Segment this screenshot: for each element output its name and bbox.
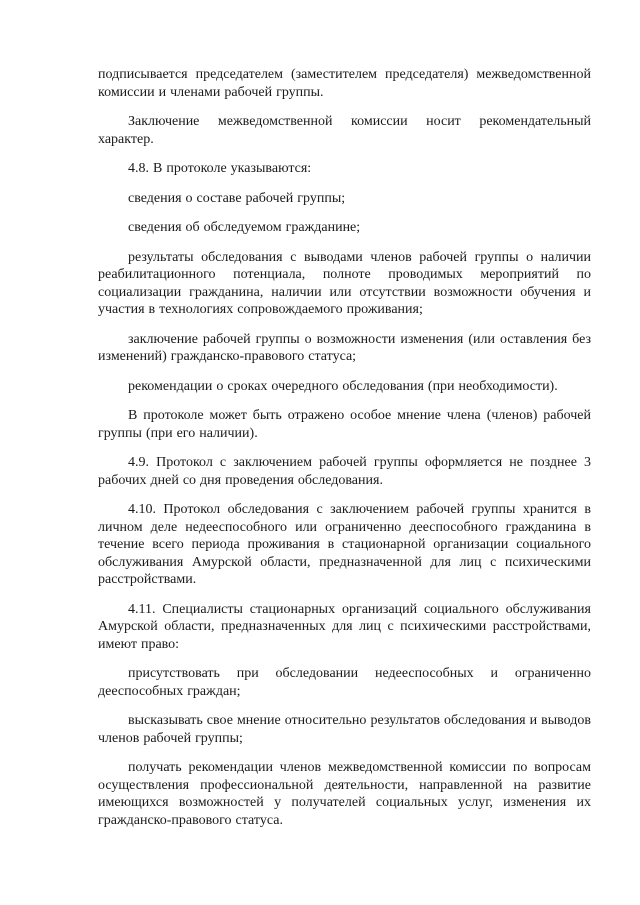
paragraph: подписывается председателем (заместителем председателя) межведомственной комиссии и членами рабочей группы.	[98, 67, 591, 100]
paragraph: результаты обследования с выводами членов рабочей группы о наличии реабилитационного потенциала, полноте проводимых мероприятий по социализации гражданина, наличии или отсутствии возможности обучения и участия в технологиях сопровождаемого проживания;	[98, 249, 591, 317]
paragraph: В протоколе может быть отражено особое мнение члена (членов) рабочей группы (при его наличии).	[98, 408, 591, 441]
paragraph: сведения об обследуемом гражданине;	[128, 220, 361, 235]
paragraph: 4.11. Специалисты стационарных организаций социального обслуживания Амурской области, предназначенных для лиц с психическими расстройствами, имеют право:	[98, 601, 591, 652]
paragraph: сведения о составе рабочей группы;	[128, 190, 346, 206]
paragraph: заключение рабочей группы о возможности изменения (или оставления без изменений) гражданско-правового статуса;	[98, 331, 591, 364]
paragraph: присутствовать при обследовании недееспособных и ограниченно дееспособных граждан;	[98, 666, 591, 699]
paragraph: Заключение межведомственной комиссии носит рекомендательный характер.	[98, 114, 591, 147]
paragraph: 4.10. Протокол обследования с заключением рабочей группы хранится в личном деле недееспособного или ограниченно дееспособного гражданина в течение всего периода проживания в стационарной организации социального обслуживания Амурской области, предназначенной для лиц с психическими расстройствами.	[98, 502, 591, 587]
paragraph: 4.9. Протокол с заключением рабочей группы оформляется не позднее 3 рабочих дней со дня проведения обследования.	[98, 455, 591, 488]
paragraph: 4.8. В протоколе указываются:	[128, 161, 312, 176]
paragraph: рекомендации о сроках очередного обследования (при необходимости).	[128, 378, 558, 394]
paragraph: получать рекомендации членов межведомственной комиссии по вопросам осуществления профессиональной деятельности, направленной на развитие имеющихся возможностей у получателей социальных услуг, изменения их гражданско-правового статуса.	[98, 760, 591, 828]
document-page	[98, 66, 591, 829]
paragraph: высказывать свое мнение относительно результатов обследования и выводов членов рабочей группы;	[98, 713, 591, 746]
